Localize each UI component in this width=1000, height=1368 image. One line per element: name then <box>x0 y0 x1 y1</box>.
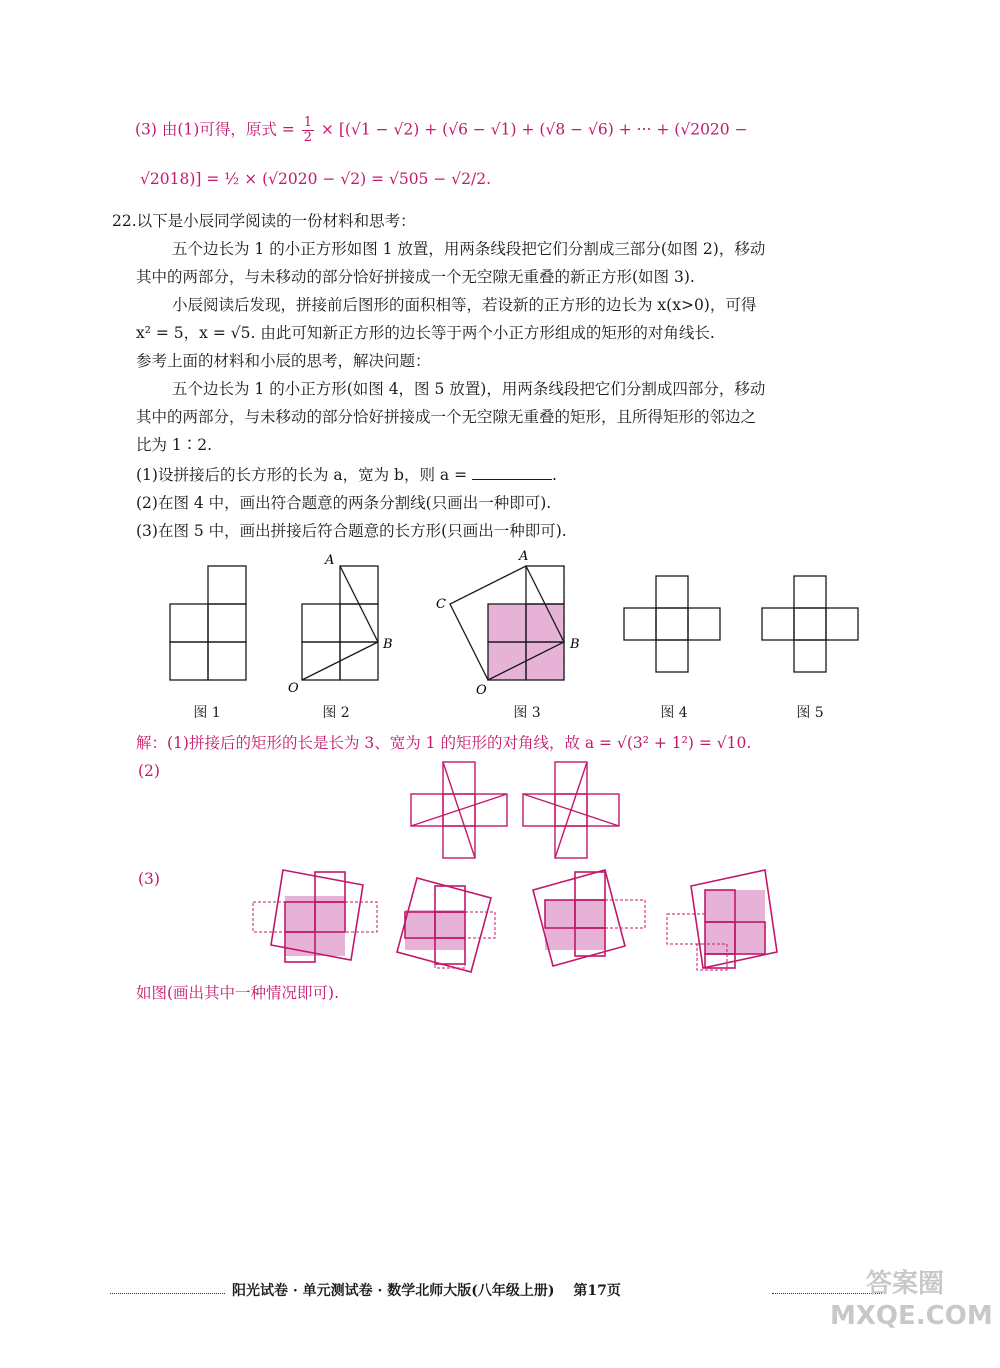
label-O-fig3: O <box>476 683 487 698</box>
answer-2-figures <box>405 758 625 868</box>
footer-title: 阳光试卷 · 单元测试卷 · 数学北师大版(八年级上册) 第17页 <box>232 1283 621 1299</box>
prev-solution-line2: √2018)] = ½ × (√2020 − √2) = √505 − √2/2. <box>140 170 492 188</box>
figure-1 <box>170 566 246 680</box>
para-4c: 比为 1∶2. <box>136 436 213 454</box>
answer-1: 解：(1)拼接后的矩形的长是长为 3、宽为 1 的矩形的对角线，故 a = √(3² + 1²) = √10. <box>136 734 752 752</box>
sub-question-1: (1)设拼接后的长方形的长为 a，宽为 b，则 a = . <box>136 466 557 484</box>
caption-fig4: 图 4 <box>660 705 688 721</box>
label-B-fig2: B <box>383 637 393 652</box>
answer-2-label: (2) <box>138 762 160 780</box>
footer-dots-left <box>110 1292 225 1294</box>
label-O-fig2: O <box>288 681 299 696</box>
page-number: 第17页 <box>573 1283 621 1299</box>
caption-fig3: 图 3 <box>513 705 541 721</box>
answer-blank <box>472 465 552 480</box>
caption-fig1: 图 1 <box>193 705 221 721</box>
para-2a: 小辰阅读后发现，拼接前后图形的面积相等，若设新的正方形的边长为 x(x>0)，可得 <box>172 296 757 314</box>
question-intro: 22.以下是小辰同学阅读的一份材料和思考： <box>112 212 416 230</box>
label-B-fig3: B <box>570 637 580 652</box>
para-4b: 其中的两部分，与未移动的部分恰好拼接成一个无空隙无重叠的矩形，且所得矩形的邻边之 <box>136 408 757 426</box>
para-1b: 其中的两部分，与未移动的部分恰好拼接成一个无空隙无重叠的新正方形(如图 3). <box>136 268 695 286</box>
figure-4 <box>624 576 720 672</box>
label-C-fig3: C <box>436 597 446 612</box>
sub-question-2: (2)在图 4 中，画出符合题意的两条分割线(只画出一种即可). <box>136 494 552 512</box>
watermark-logo: 答案圈 MXQE.COM <box>830 1269 993 1331</box>
label-A-fig3: A <box>519 549 529 564</box>
para-4a: 五个边长为 1 的小正方形(如图 4，图 5 放置)，用两条线段把它们分割成四部分，移动 <box>172 380 766 398</box>
caption-fig5: 图 5 <box>796 705 824 721</box>
sub-question-3: (3)在图 5 中，画出拼接后符合题意的长方形(只画出一种即可). <box>136 522 567 540</box>
answer-3-figures <box>245 860 790 980</box>
caption-fig2: 图 2 <box>322 705 350 721</box>
para-3: 参考上面的材料和小辰的思考，解决问题： <box>136 352 431 370</box>
answer-note: 如图(画出其中一种情况即可). <box>136 984 340 1002</box>
figure-3 <box>450 566 564 680</box>
figure-5 <box>762 576 858 672</box>
prev-solution-line1: (3) 由(1)可得，原式 = $\frac{1}{2}$ × [(√1 − √2) + (√6 − √1) + (√8 − √6) + ··· + (√2020 − <box>135 115 748 145</box>
para-2b: x² = 5，x = √5. 由此可知新正方形的边长等于两个小正方形组成的矩形的对角线长. <box>136 324 715 342</box>
figures-row <box>160 548 880 698</box>
answer-3-label: (3) <box>138 870 160 888</box>
figure-2 <box>302 566 378 680</box>
label-A-fig2: A <box>325 553 335 568</box>
question-number: 22. <box>112 212 137 230</box>
para-1a: 五个边长为 1 的小正方形如图 1 放置，用两条线段把它们分割成三部分(如图 2)，移动 <box>172 240 766 258</box>
